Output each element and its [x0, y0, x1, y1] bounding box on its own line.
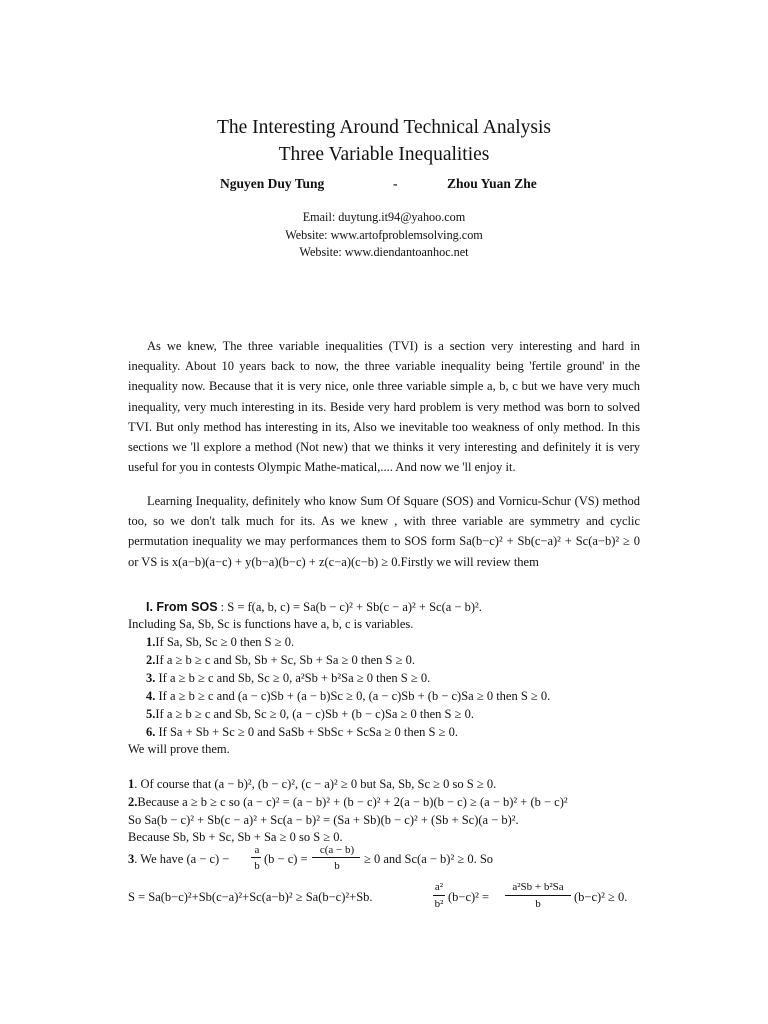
sos-item-text: If Sa + Sb + Sc ≥ 0 and SaSb + SbSc + ScSa ≥ 0 then S ≥ 0. — [155, 725, 458, 739]
fraction-numerator: a — [254, 844, 260, 856]
proof-3-post: ≥ 0 and Sc(a − b)² ≥ 0. So — [364, 852, 494, 866]
fraction-numerator: c(a − b) — [319, 844, 355, 856]
sos-item-text: If a ≥ b ≥ c and (a − c)Sb + (a − b)Sc ≥ 0, (a − c)Sb + (b − c)Sa ≥ 0 then S ≥ 0. — [155, 689, 551, 703]
sos-item-5 — [146, 705, 658, 723]
sos-including: Including Sa, Sb, Sc is functions have a, b, c is variables. — [128, 617, 414, 631]
paper-title-line1: The Interesting Around Technical Analysis — [216, 117, 552, 138]
sos-item-number: 1. — [146, 635, 156, 649]
sos-heading: I. From SOS — [146, 600, 218, 614]
sos-item-number: 5. — [146, 707, 156, 721]
proof-1 — [128, 775, 640, 793]
sos-item-text: If Sa, Sb, Sc ≥ 0 then S ≥ 0. — [155, 635, 295, 649]
author-line — [0, 176, 768, 196]
proof-text: Because a ≥ b ≥ c so (a − c)² = (a − b)² + (b − c)² + 2(a − b)(b − c) ≥ (a − b)² + (b − c)² — [137, 795, 568, 809]
sos-item-text: If a ≥ b ≥ c and Sb, Sc ≥ 0, a²Sb + b²Sa ≥ 0 then S ≥ 0. — [155, 671, 431, 685]
final-equation-mid: (b−c)² = — [448, 890, 490, 904]
final-equation-left: S = Sa(b−c)²+Sb(c−a)²+Sc(a−b)² ≥ Sa(b−c)²+Sb. — [128, 890, 373, 904]
sos-item-4 — [146, 687, 658, 705]
sos-item-number: 2. — [146, 653, 156, 667]
sos-item-1 — [146, 633, 658, 651]
contact-website-1: Website: www.artofproblemsolving.com — [285, 228, 483, 242]
sos-item-2 — [146, 651, 658, 669]
sos-item-number: 6. — [146, 725, 156, 739]
sos-item-number: 3. — [146, 671, 156, 685]
proof-text: . We have (a − c) − — [134, 852, 230, 866]
sos-item-3 — [146, 669, 658, 687]
proof-2-line-2: So Sa(b − c)² + Sb(c − a)² + Sc(a − b)² = (Sa + Sb)(b − c)² + (Sb + Sc)(a − b)². — [128, 813, 519, 827]
paper-title-line2: Three Variable Inequalities — [278, 144, 490, 165]
author-name-2: Zhou Yuan Zhe — [447, 176, 537, 191]
sos-item-6 — [146, 723, 658, 741]
sos-formula: : S = f(a, b, c) = Sa(b − c)² + Sb(c − a)² + Sc(a − b)². — [217, 600, 482, 614]
fraction-numerator: a²Sb + b²Sa — [512, 881, 564, 893]
proof-2-line-3: Because Sb, Sb + Sc, Sb + Sa ≥ 0 so S ≥ 0. — [128, 830, 343, 844]
fraction-numerator: a² — [434, 881, 444, 893]
final-equation-right: (b−c)² ≥ 0. — [574, 890, 628, 904]
contact-website-2: Website: www.diendantoanhoc.net — [299, 245, 469, 259]
fraction-denominator: b — [254, 860, 260, 872]
proof-number: 2. — [128, 795, 138, 809]
author-separator: - — [393, 176, 398, 191]
fraction-denominator: b — [535, 898, 541, 910]
proof-number: 3 — [128, 852, 135, 866]
intro-paragraph-1: As we knew, The three variable inequalities (TVI) is a section very interesting and hard in inequality. About 10 years back to now, the three variable inequality being 'fertile ground' in the inequality now. Because that it is very nice, onle three variable simple a, b, c but we have very much inequality, very much interesting in its. Beside very hard problem is very method was born to solved TVI. But only method has interesting in its, Also we inevitable too weakness of only method. In this sections we 'll explore a method (Not new) that we thinks it very interesting and definitely it is very useful for you in contests Olympic Mathe-matical,.... And now we 'll enjoy it. — [128, 339, 640, 475]
intro-paragraph-2: Learning Inequality, definitely who know Sum Of Square (SOS) and Vornicu-Schur (VS) method too, so we don't talk much for its. As we knew , with three variable are symmetry and cyclic permutation inequality we may performances them to SOS form Sa(b−c)² + Sb(c−a)² + Sc(a−b)² ≥ 0 or VS is x(a−b)(a−c) + y(b−a)(b−c) + z(c−a)(c−b) ≥ 0.Firstly we will review them — [128, 494, 640, 569]
contact-email: Email: duytung.it94@yahoo.com — [302, 210, 466, 224]
fraction-denominator: b² — [434, 898, 444, 910]
proof-text: . Of course that (a − b)², (b − c)², (c − a)² ≥ 0 but Sa, Sb, Sc ≥ 0 so S ≥ 0. — [134, 777, 497, 791]
sos-heading-line — [146, 598, 658, 616]
sos-item-number: 4. — [146, 689, 156, 703]
fraction-denominator: b — [334, 860, 340, 872]
sos-item-text: If a ≥ b ≥ c and Sb, Sb + Sc, Sb + Sa ≥ 0 then S ≥ 0. — [155, 653, 415, 667]
proof-number: 1 — [128, 777, 135, 791]
prove-intro: We will prove them. — [128, 742, 230, 756]
author-name-1: Nguyen Duy Tung — [220, 176, 325, 191]
proof-2 — [128, 793, 640, 811]
sos-item-text: If a ≥ b ≥ c and Sb, Sc ≥ 0, (a − c)Sb + (b − c)Sa ≥ 0 then S ≥ 0. — [155, 707, 474, 721]
proof-3-mid: (b − c) = — [264, 852, 308, 866]
